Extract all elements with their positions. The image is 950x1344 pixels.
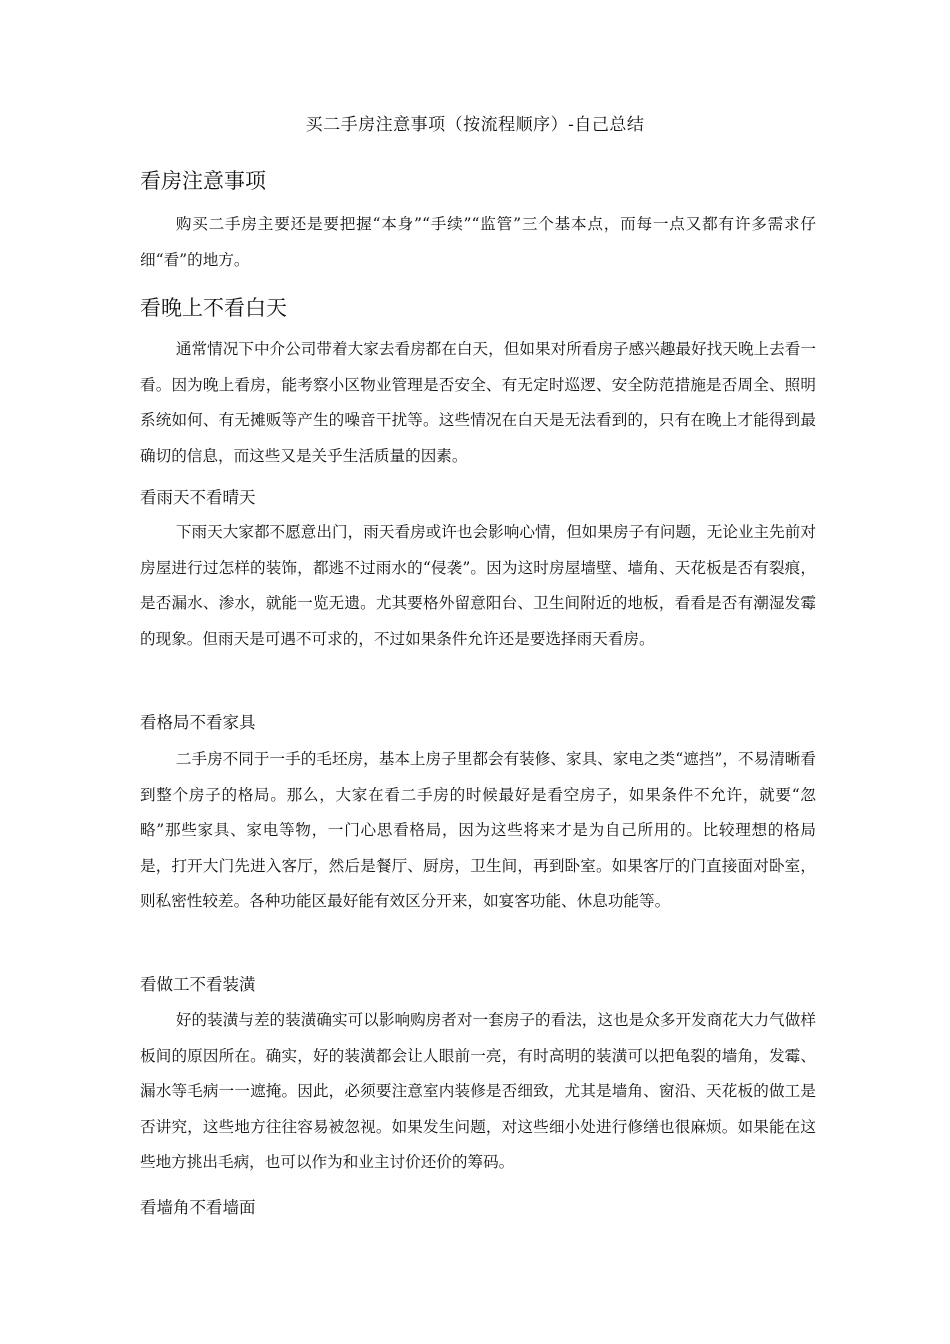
section-heading-workmanship-not-decoration: 看做工不看装潢 xyxy=(140,975,256,994)
section-heading-corner-not-wall: 看墙角不看墙面 xyxy=(140,1198,256,1217)
section-heading-night-not-day: 看晚上不看白天 xyxy=(140,296,287,320)
section-heading-viewing-notes: 看房注意事项 xyxy=(140,169,266,193)
section-paragraph-night-not-day: 通常情况下中介公司带着大家去看房都在白天，但如果对所看房子感兴趣最好找天晚上去看一看。因为晚上看房，能考察小区物业管理是否安全、有无定时巡逻、安全防范措施是否周全、照明系统如何、有无摊贩等产生的噪音干扰等。这些情况在白天是无法看到的，只有在晚上才能得到最确切的信息，而这些又是关乎生活质量的因素。 xyxy=(140,340,816,465)
document-title: 买二手房注意事项（按流程顺序）-自己总结 xyxy=(305,115,645,135)
section-heading-rain-not-sun: 看雨天不看晴天 xyxy=(140,488,256,507)
section-paragraph-rain-not-sun: 下雨天大家都不愿意出门，雨天看房或许也会影响心情，但如果房子有问题，无论业主先前对房屋进行过怎样的装饰，都逃不过雨水的“侵袭”。因为这时房屋墙壁、墙角、天花板是否有裂痕，是否漏水、渗水，就能一览无遗。尤其要格外留意阳台、卫生间附近的地板，看看是否有潮湿发霉的现象。但雨天是可遇不可求的，不过如果条件允许还是要选择雨天看房。 xyxy=(140,523,816,648)
section-paragraph-workmanship-not-decoration: 好的装潢与差的装潢确实可以影响购房者对一套房子的看法，这也是众多开发商花大力气做样板间的原因所在。确实，好的装潢都会让人眼前一亮，有时高明的装潢可以把龟裂的墙角，发霉、漏水等毛病一一遮掩。因此，必须要注意室内装修是否细致，尤其是墙角、窗沿、天花板的做工是否讲究，这些地方往往容易被忽视。如果发生问题，对这些细小处进行修缮也很麻烦。如果能在这些地方挑出毛病，也可以作为和业主讨价还价的筹码。 xyxy=(140,1011,816,1171)
section-paragraph-layout-not-furniture: 二手房不同于一手的毛坯房，基本上房子里都会有装修、家具、家电之类“遮挡”，不易清晰看到整个房子的格局。那么，大家在看二手房的时候最好是看空房子，如果条件不允许，就要“忽略”那些家具、家电等物，一门心思看格局，因为这些将来才是为自己所用的。比较理想的格局是，打开大门先进入客厅，然后是餐厅、厨房，卫生间，再到卧室。如果客厅的门直接面对卧室，则私密性较差。各种功能区最好能有效区分开来，如宴客功能、休息功能等。 xyxy=(140,750,816,910)
section-paragraph-viewing-notes: 购买二手房主要还是要把握“本身”“手续”“监管”三个基本点，而每一点又都有许多需求仔细“看”的地方。 xyxy=(140,215,816,269)
section-heading-layout-not-furniture: 看格局不看家具 xyxy=(140,713,256,732)
